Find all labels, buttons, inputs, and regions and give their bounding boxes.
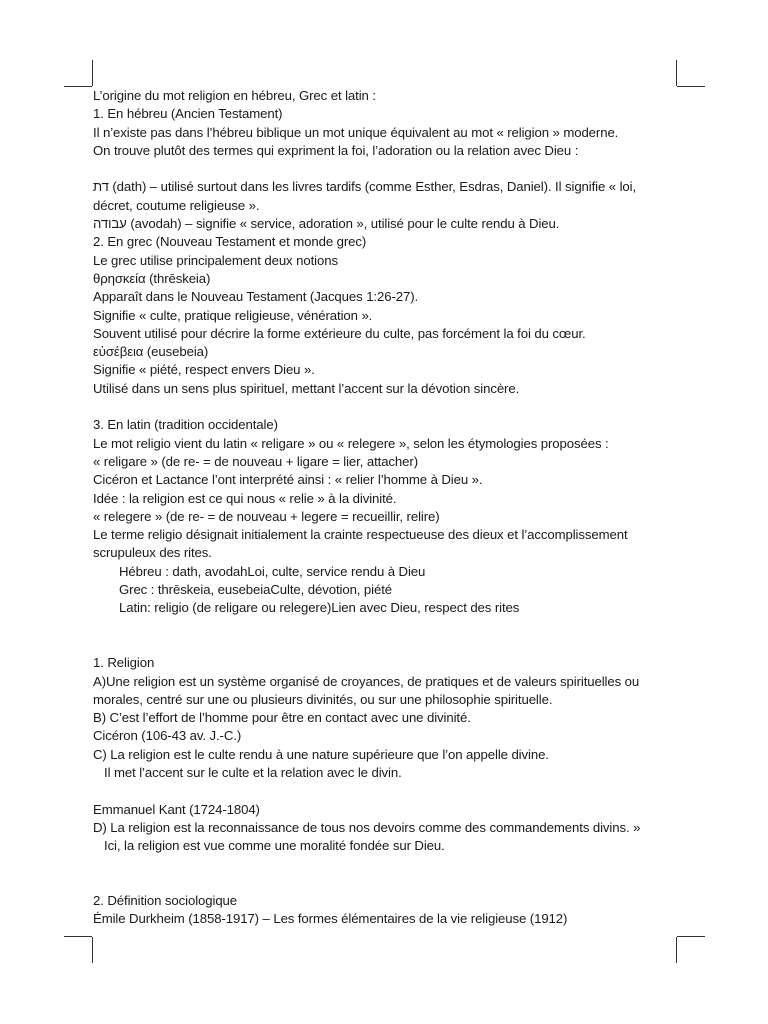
crop-mark-bottom-right (676, 937, 677, 963)
crop-mark-bottom-left (92, 937, 93, 963)
blank-line (93, 782, 693, 800)
paragraph-line: A)Une religion est un système organisé de croyances, de pratiques et de valeurs spirituelles ou (93, 673, 640, 689)
crop-mark-bottom-right (677, 936, 705, 937)
blank-line (93, 398, 693, 416)
blank-line (93, 855, 693, 873)
paragraph-line: « religare » (de re- = de nouveau + ligare = lier, attacher) (93, 453, 418, 469)
section-heading-religion: 1. Religion (93, 655, 155, 671)
paragraph-line: morales, centré sur une ou plusieurs divinités, ou sur une philosophie spirituelle. (93, 691, 553, 707)
paragraph-line: « relegere » (de re- = de nouveau + legere = recueillir, relire) (93, 508, 440, 524)
blank-line (93, 874, 693, 892)
section-heading-latin: 3. En latin (tradition occidentale) (93, 417, 278, 433)
paragraph-line: Le terme religio désignait initialement la crainte respectueuse des dieux et l’accomplissement (93, 527, 628, 543)
paragraph-line: θρησκεία (thrēskeia) (93, 270, 211, 286)
paragraph-line: Utilisé dans un sens plus spirituel, mettant l’accent sur la dévotion sincère. (93, 380, 520, 396)
summary-line-latin: Latin: religio (de religare ou relegere)Lien avec Dieu, respect des rites (119, 600, 520, 616)
paragraph-line: Le mot religio vient du latin « religare » ou « relegere », selon les étymologies proposées : (93, 435, 609, 451)
blank-line (93, 160, 693, 178)
paragraph-line: On trouve plutôt des termes qui expriment la foi, l’adoration ou la relation avec Dieu : (93, 142, 579, 158)
paragraph-line: Ici, la religion est vue comme une moralité fondée sur Dieu. (104, 838, 445, 854)
paragraph-line: C) La religion est le culte rendu à une nature supérieure que l’on appelle divine. (93, 746, 549, 762)
document-title: L’origine du mot religion en hébreu, Grec et latin : (93, 88, 376, 103)
blank-line (93, 636, 693, 654)
paragraph-line: Signifie « culte, pratique religieuse, vénération ». (93, 307, 373, 323)
paragraph-line: D) La religion est la reconnaissance de tous nos devoirs comme des commandements divins. » (93, 819, 641, 835)
paragraph-line: B) C’est l’effort de l’homme pour être en contact avec une divinité. (93, 710, 471, 726)
crop-mark-top-left (64, 86, 92, 87)
paragraph-line: Souvent utilisé pour décrire la forme extérieure du culte, pas forcément la foi du cœur. (93, 325, 586, 341)
paragraph-line: Il n’existe pas dans l’hébreu biblique un mot unique équivalent au mot « religion » moderne. (93, 124, 619, 140)
crop-mark-top-left (92, 60, 93, 86)
paragraph-line: εὐσέβεια (eusebeia) (93, 344, 209, 360)
section-heading-greek: 2. En grec (Nouveau Testament et monde grec) (93, 234, 367, 250)
document-body (93, 87, 693, 929)
section-heading-sociology: 2. Définition sociologique (93, 893, 238, 909)
paragraph-line: Emmanuel Kant (1724-1804) (93, 801, 260, 817)
paragraph-line: Cicéron et Lactance l’ont interprété ainsi : « relier l’homme à Dieu ». (93, 472, 483, 488)
crop-mark-bottom-left (64, 936, 92, 937)
paragraph-line: Il met l’accent sur le culte et la relation avec le divin. (104, 764, 402, 780)
blank-line (93, 618, 693, 636)
summary-line-hebrew: Hébreu : dath, avodahLoi, culte, service rendu à Dieu (119, 563, 426, 579)
paragraph-line: דת (dath) – utilisé surtout dans les livres tardifs (comme Esther, Esdras, Daniel). Il signifie « loi, (93, 179, 637, 195)
section-heading-hebrew: 1. En hébreu (Ancien Testament) (93, 106, 283, 122)
paragraph-line: Apparaît dans le Nouveau Testament (Jacques 1:26-27). (93, 289, 419, 305)
paragraph-line: Idée : la religion est ce qui nous « relie » à la divinité. (93, 490, 397, 506)
paragraph-line: Le grec utilise principalement deux notions (93, 252, 338, 268)
paragraph-line: Cicéron (106-43 av. J.-C.) (93, 728, 242, 744)
paragraph-line: עבודה (avodah) – signifie « service, adoration », utilisé pour le culte rendu à Dieu. (93, 216, 560, 232)
paragraph-line: scrupuleux des rites. (93, 545, 212, 561)
paragraph-line: décret, coutume religieuse ». (93, 197, 260, 213)
summary-line-greek: Grec : thrēskeia, eusebeiaCulte, dévotion, piété (119, 582, 393, 598)
crop-mark-top-right (676, 60, 677, 86)
paragraph-line: Émile Durkheim (1858-1917) – Les formes élémentaires de la vie religieuse (1912) (93, 911, 568, 927)
paragraph-line: Signifie « piété, respect envers Dieu ». (93, 362, 315, 378)
